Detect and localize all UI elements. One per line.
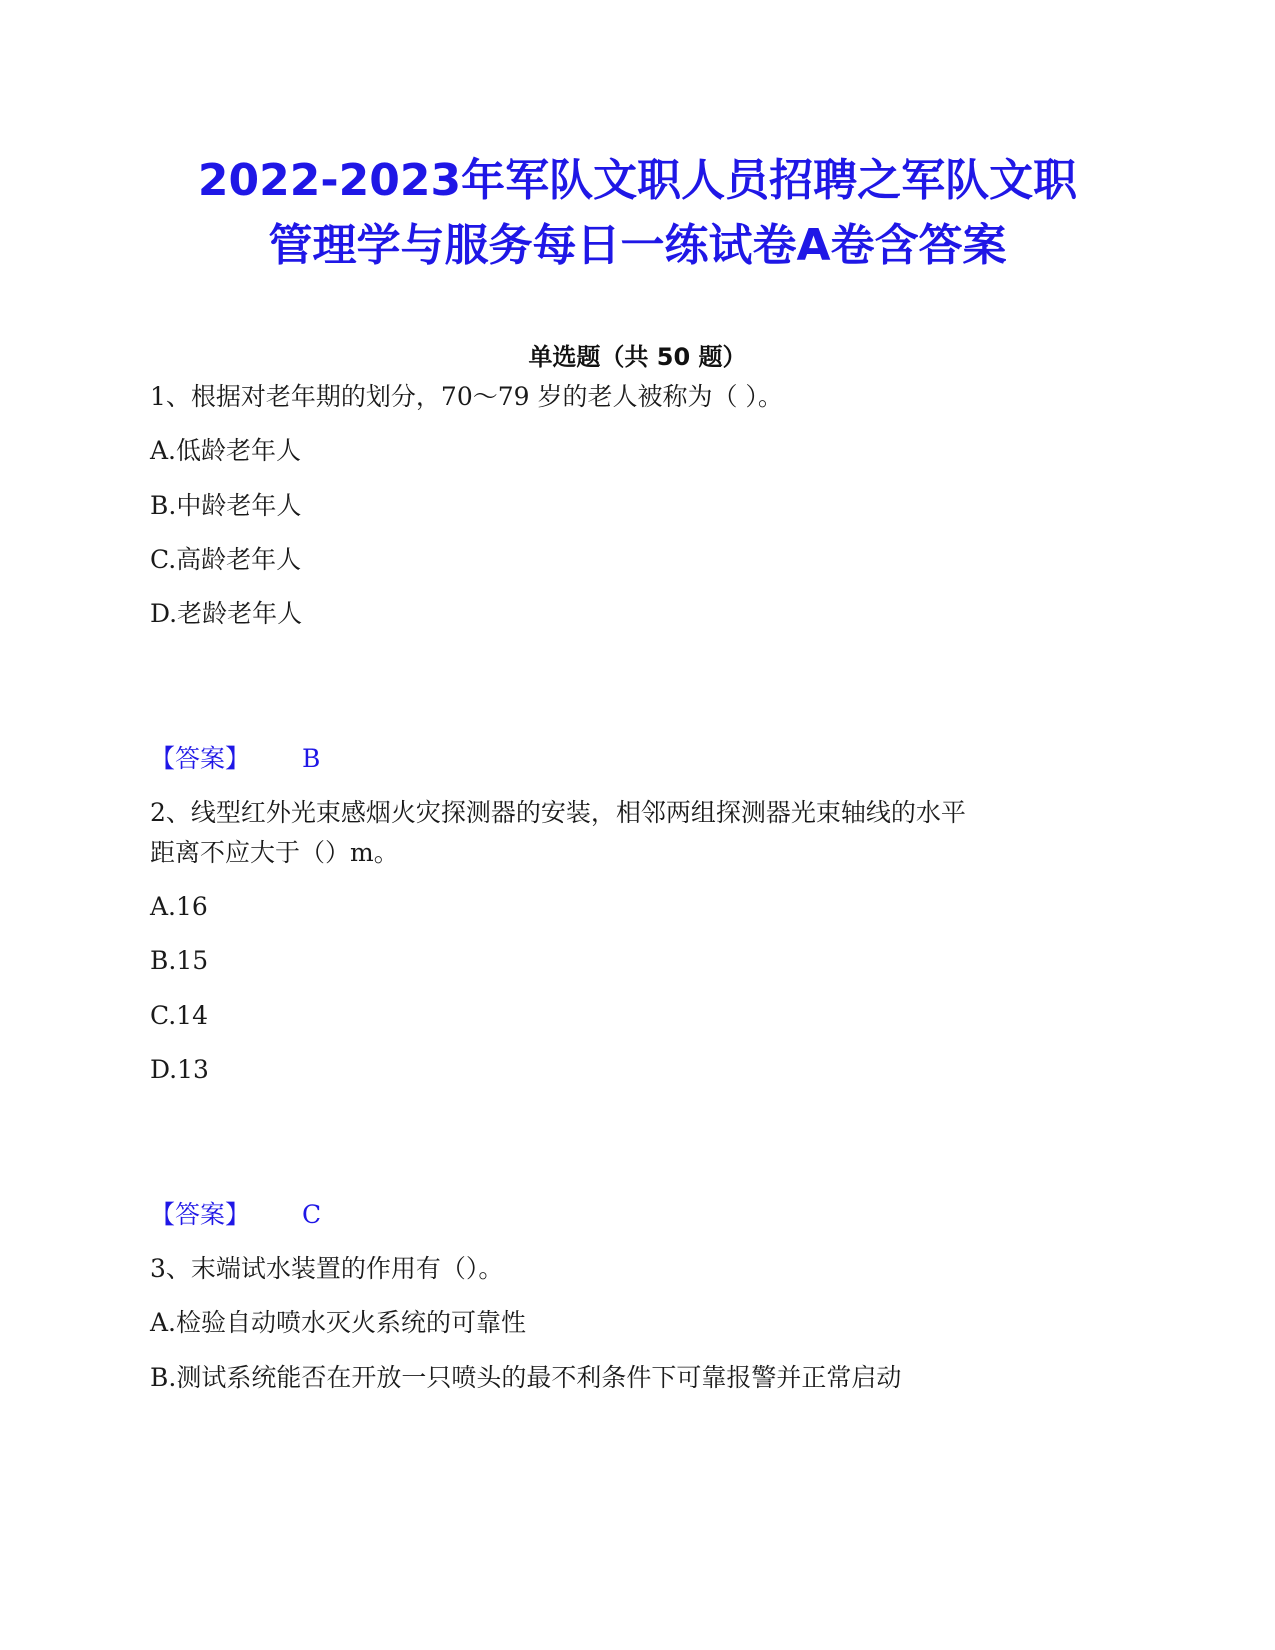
section-heading: 单选题（共 50 题） (528, 343, 747, 371)
question-1-option-b: B.中龄老年人 (150, 491, 302, 520)
question-2-answer (150, 1198, 321, 1232)
question-1-option-d: D.老龄老年人 (150, 599, 303, 628)
question-3-option-a: A.检验自动喷水灭火系统的可靠性 (150, 1308, 527, 1337)
question-2-stem-line-1: 2、线型红外光束感烟火灾探测器的安装，相邻两组探测器光束轴线的水平 (150, 798, 966, 827)
answer-value: B (302, 744, 321, 773)
document-title-line-1: 2022-2023年军队文职人员招聘之军队文职 (197, 155, 1078, 206)
question-1-stem: 1、根据对老年期的划分，70～79 岁的老人被称为（ ）。 (150, 382, 783, 411)
question-2-option-b: B.15 (150, 946, 209, 975)
question-3-stem: 3、末端试水装置的作用有（）。 (150, 1254, 504, 1283)
answer-value: C (302, 1200, 322, 1229)
answer-label: 【答案】 (150, 1200, 251, 1229)
question-2-stem-line-2: 距离不应大于（）m。 (150, 838, 399, 867)
question-2-option-a: A.16 (150, 892, 208, 921)
question-2-option-c: C.14 (150, 1001, 208, 1030)
question-1-option-a: A.低龄老年人 (150, 436, 302, 465)
question-3-option-b: B.测试系统能否在开放一只喷头的最不利条件下可靠报警并正常启动 (150, 1363, 902, 1392)
question-1-option-c: C.高龄老年人 (150, 545, 302, 574)
answer-label: 【答案】 (150, 744, 251, 773)
question-1-answer (150, 742, 320, 776)
question-2-option-d: D.13 (150, 1055, 209, 1084)
document-title-line-2: 管理学与服务每日一练试卷A卷含答案 (268, 220, 1007, 271)
